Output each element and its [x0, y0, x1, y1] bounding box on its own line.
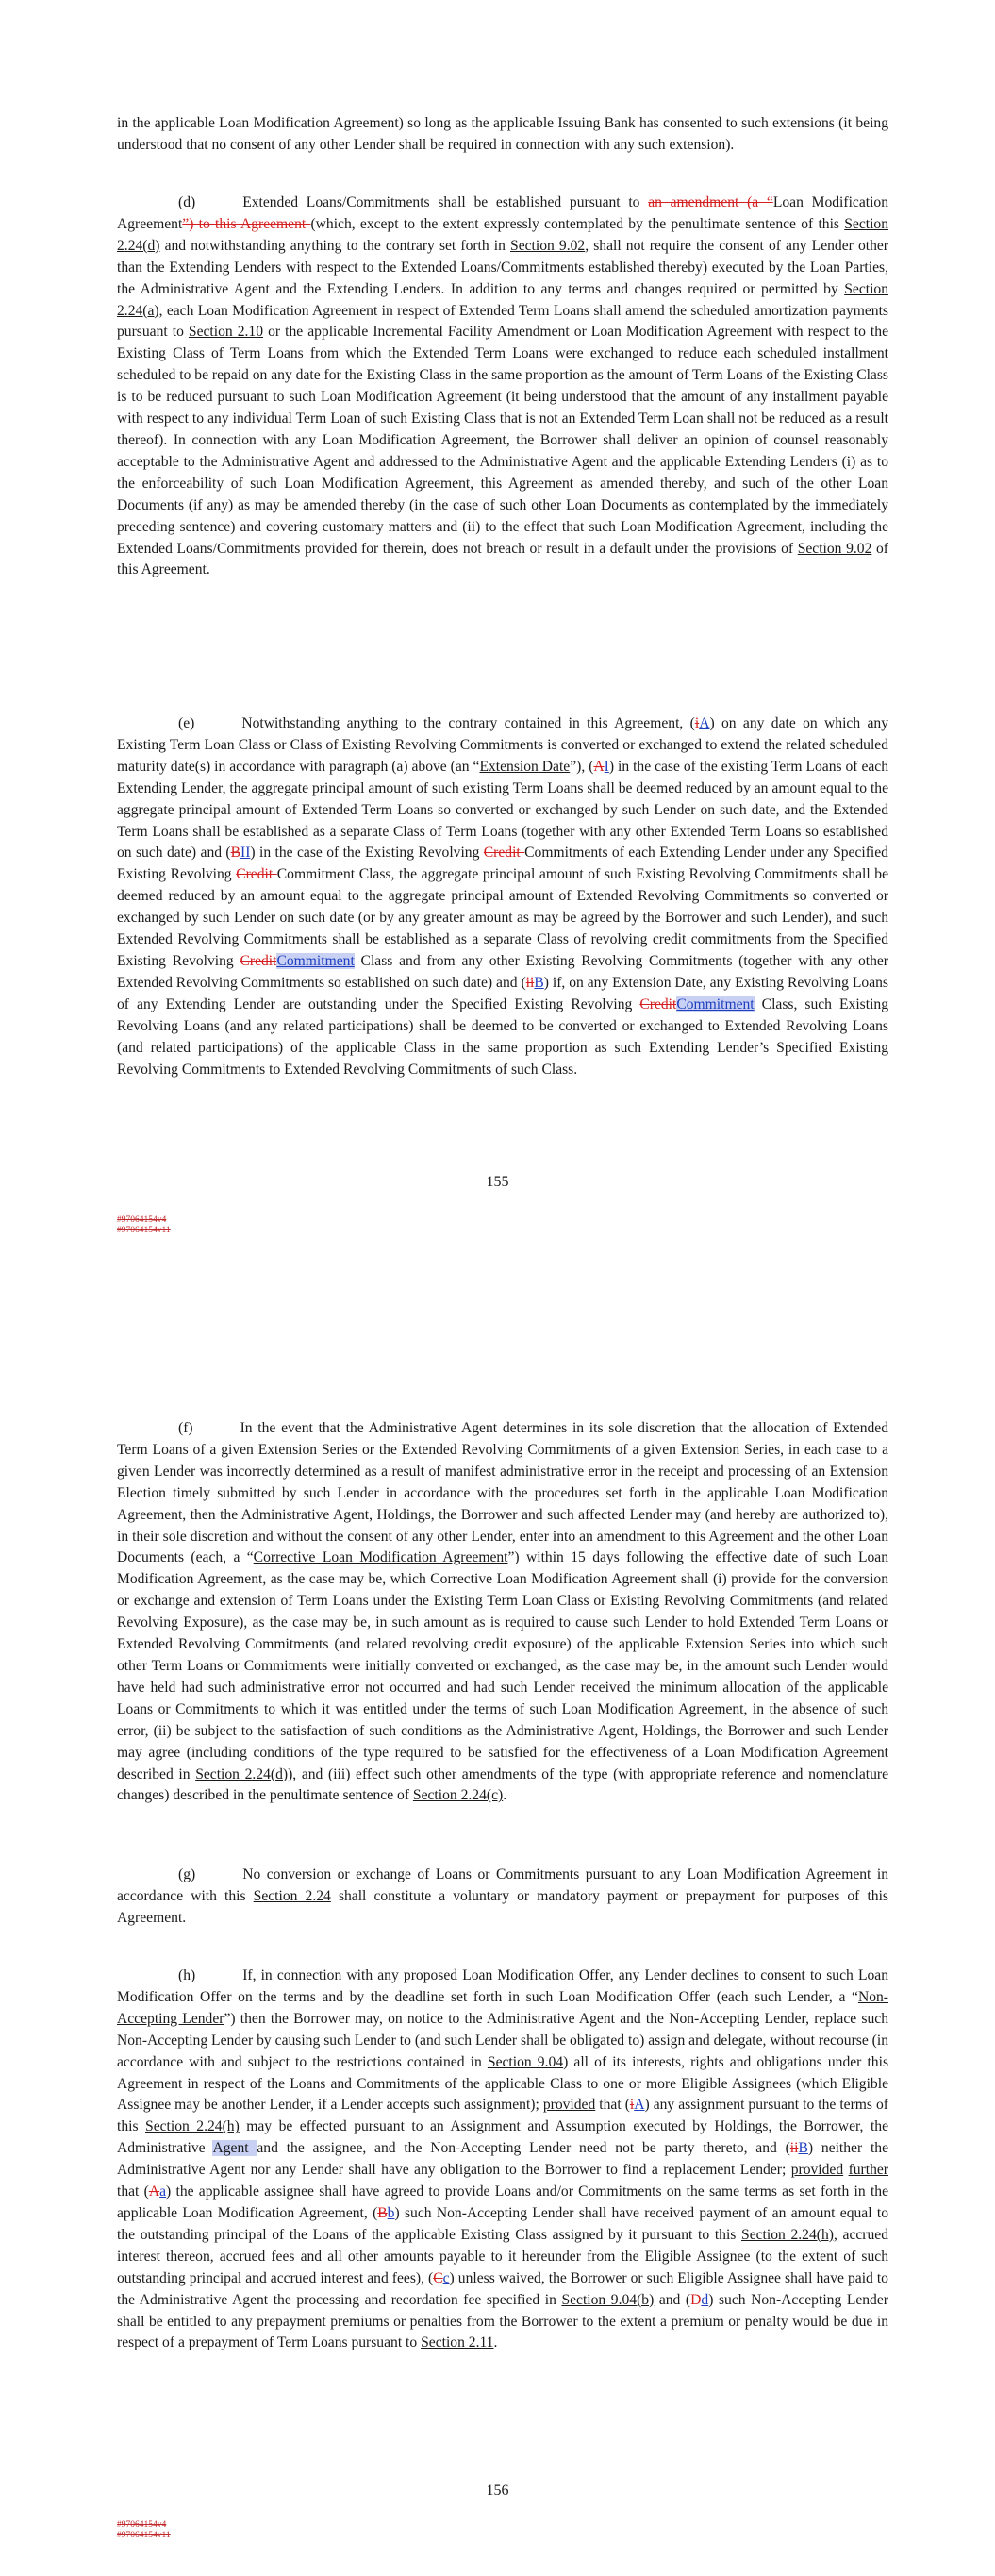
deletion: A — [593, 758, 605, 775]
insertion: a — [159, 2183, 167, 2200]
section-reference: Section 9.04 — [487, 2053, 564, 2070]
clause-label: (f) — [178, 1420, 193, 1436]
paragraph-g: (g) No conversion or exchange of Loans or Commitments pursuant to any Loan Modification Agreement in accordance with this Section 2.24 shall constitute a voluntary or mandatory payment or prepayment for purposes of this Agreement. — [117, 1866, 889, 1926]
deletion: i — [694, 715, 700, 731]
section-reference: Section 2.24(d) — [117, 215, 889, 254]
deletion: Credit — [483, 845, 525, 861]
deletion: D — [690, 2291, 702, 2308]
page-number: 155 — [486, 1174, 509, 1190]
clause-label: (e) — [178, 715, 195, 731]
page-number: 156 — [486, 2483, 509, 2499]
section-reference: Section 2.24(a) — [117, 280, 888, 319]
paragraph-d: (d) Extended Loans/Commitments shall be established pursuant to an amendment (a “Loan Modification Agreement”) to this Agreement (which, except to the extent expressly contemplated by the penultimate sentence of this Section 2.24(d) and notwithstanding anything to the contrary set forth in Section 9.02, shall not require the consent of any Lender other than the Extending Lenders with respect to the Extended Loans/Commitments established thereby) executed by the Loan Parties, the Administrative Agent and the Extending Lenders. In addition to any terms and changes required or permitted by Section 2.24(a), each Loan Modification Agreement in respect of Extended Term Loans shall amend the scheduled amortization payments pursuant to Section 2.10 or the applicable Incremental Facility Amendment or Loan Modification Agreement with respect to the Existing Class of Term Loans from which the Extended Term Loans were exchanged to reduce each scheduled installment scheduled to be repaid on any date for the Existing Class in the same proportion as the amount of Term Loans of the Existing Class is to be reduced pursuant to such Loan Modification Agreement (it being understood that the amount of any installment payable with respect to any individual Term Loan of such Existing Class that is not an Extended Term Loan shall not be reduced as a result thereof). In connection with any Loan Modification Agreement, the Borrower shall deliver an opinion of counsel reasonably acceptable to the Administrative Agent and addressed to the Administrative Agent and the applicable Extending Lenders (i) as to the enforceability of such Loan Modification Agreement, this Agreement as amended thereby, and such of the other Loan Documents (if any) as may be amended thereby (in the case of such other Loan Documents as contemplated by the immediately preceding sentence) and covering customary matters and (ii) to the effect that such Loan Modification Agreement, including the Extended Loans/Commitments provided for therein, does not breach or result in a default under the provisions of Section 9.02 of this Agreement. — [117, 194, 889, 578]
deletion: ii — [789, 2140, 799, 2157]
highlighted-text: Agent — [212, 2140, 257, 2157]
section-reference: Section 9.02 — [510, 237, 586, 254]
deletion: Credit — [236, 866, 277, 883]
deletion: Credit — [240, 952, 277, 969]
section-reference: Section 2.10 — [188, 324, 264, 341]
doc-id-footer: #97064154v4 — [117, 1215, 167, 1225]
keyword: further — [848, 2162, 888, 2179]
paragraph-e: (e) Notwithstanding anything to the contrary contained in this Agreement, (iA) on any date on which any Existing Term Loan Class or Class of Existing Revolving Commitments is converted or exchanged to extend the related scheduled maturity date(s) in accordance with paragraph (a) above (an “Extension Date”), (AI) in the case of the existing Term Loans of each Extending Lender, the aggregate principal amount of such existing Term Loans shall be deemed reduced by an amount equal to the aggregate principal amount of Extended Term Loans so converted or exchanged by such Lender on such date, and the Extended Term Loans shall be established as a separate Class of Term Loans (together with any other Extended Term Loans so established on such date) and (BII) in the case of the Existing Revolving Credit Commitments of each Extending Lender under any Specified Existing Revolving Credit Commitment Class, the aggregate principal amount of such Existing Revolving Commitments shall be deemed reduced by an amount equal to the aggregate principal amount of Extended Revolving Commitments so converted or exchanged by such Lender on such date (or by any greater amount as may be agreed by the Borrower and such Lender), and such Extended Revolving Commitments shall be established as a separate Class of revolving credit commitments from the Specified Existing Revolving CreditCommitment Class and from any other Existing Revolving Commitments (together with any other Extended Revolving Commitments so established on such date) and (iiB) if, on any Extension Date, any Existing Revolving Loans of any Extending Lender are outstanding under the Specified Existing Revolving CreditCommitment Class, such Existing Revolving Loans (and any related participations) shall be deemed to be converted or exchanged to Extended Revolving Loans (and related participations) of the applicable Class in the same proportion as such Extending Lender’s Specified Existing Revolving Commitments to Extended Revolving Commitments of such Class. — [117, 715, 889, 1078]
section-reference: Section 2.24(d) — [195, 1765, 289, 1782]
deletion: an amendment (a “ — [648, 194, 773, 210]
section-reference: Section 9.02 — [797, 540, 872, 557]
paragraph-h: (h) If, in connection with any proposed Loan Modification Offer, any Lender declines to consent to such Loan Modification Offer on the terms and by the deadline set forth in such Loan Modification Offer (each such Lender, a “Non-Accepting Lender”) then the Borrower may, on notice to the Administrative Agent and the Non-Accepting Lender, replace such Non-Accepting Lender by causing such Lender to (and such Lender shall be obligated to) assign and delegate, without recourse (in accordance with and subject to the restrictions contained in Section 9.04) all of its interests, rights and obligations under this Agreement in respect of the Loans and Commitments of the applicable Class to one or more Eligible Assignees (which Eligible Assignee may be another Lender, if a Lender accepts such assignment); provided that (iA) any assignment pursuant to the terms of this Section 2.24(h) may be effected pursuant to an Assignment and Assumption executed by Holdings, the Borrower, the Administrative Agent and the assignee, and the Non-Accepting Lender need not be party thereto, and (iiB) neither the Administrative Agent nor any Lender shall have any obligation to the Borrower to find a replacement Lender; provided further that (Aa) the applicable assignee shall have agreed to provide Loans and/or Commitments on the same terms as set forth in the applicable Loan Modification Agreement, (Bb) such Non-Accepting Lender shall have received payment of an amount equal to the outstanding principal of the Loans of the applicable Existing Class assigned by it pursuant to this Section 2.24(h), accrued interest thereon, accrued fees and all other amounts payable to it hereunder from the Eligible Assignee (to the extent of such outstanding principal and accrued interest and fees), (Cc) unless waived, the Borrower or such Eligible Assignee shall have paid to the Administrative Agent the processing and recordation fee specified in Section 9.04(b) and (Dd) such Non-Accepting Lender shall be entitled to any prepayment premiums or penalties from the Borrower to the extent a premium or penalty would be due in respect of a prepayment of Term Loans pursuant to Section 2.11. — [117, 1967, 889, 2351]
insertion: B — [534, 974, 544, 991]
defined-term: Extension Date — [479, 758, 571, 775]
defined-term: Non-Accepting Lender — [117, 1988, 888, 2027]
keyword: provided — [790, 2162, 844, 2179]
deletion: i — [629, 2097, 635, 2114]
doc-id-footer: #97064154v11 — [117, 1226, 171, 1235]
section-reference: Section 2.24(h) — [741, 2226, 834, 2243]
section-reference: Section 2.24 — [253, 1887, 331, 1904]
defined-term: Corrective Loan Modification Agreement — [253, 1549, 508, 1566]
paragraph-continuation: in the applicable Loan Modification Agreement) so long as the applicable Issuing Bank has consented to such extensions (it being understood that no consent of any other Lender shall be required in connection with any such extension). — [117, 115, 888, 153]
section-reference: Section 9.04(b) — [561, 2291, 655, 2308]
keyword: provided — [542, 2097, 596, 2114]
doc-id-footer: #97064154v4 — [117, 2520, 167, 2530]
section-reference: Section 2.24(h) — [145, 2118, 240, 2135]
insertion: c — [442, 2269, 450, 2286]
deletion: B — [230, 845, 241, 861]
doc-id-footer: #97064154v11 — [117, 2531, 171, 2540]
insertion: B — [798, 2140, 808, 2157]
insertion: I — [604, 758, 609, 775]
deletion: A — [148, 2183, 160, 2200]
insertion: II — [240, 845, 251, 861]
deletion: ”) to this Agreement — [182, 215, 311, 232]
clause-label: (d) — [178, 194, 196, 210]
insertion: d — [701, 2291, 709, 2308]
deletion: C — [433, 2269, 443, 2286]
deletion: B — [377, 2204, 388, 2221]
clause-label: (h) — [178, 1967, 196, 1983]
insertion-highlighted: Commitment — [676, 995, 755, 1012]
section-reference: Section 2.24(c) — [412, 1787, 504, 1804]
insertion: A — [634, 2097, 645, 2114]
section-reference: Section 2.11 — [421, 2334, 494, 2351]
insertion: A — [699, 715, 710, 731]
paragraph-f: (f) In the event that the Administrative Agent determines in its sole discretion that the allocation of Extended Term Loans of a given Extension Series or the Extended Revolving Commitments of a given Extension Series, in each case to a given Lender was incorrectly determined as a result of manifest administrative error in the receipt and processing of an Extension Election timely submitted by such Lender in accordance with the procedures set forth in the applicable Loan Modification Agreement, then the Administrative Agent, Holdings, the Borrower and such affected Lender may (and hereby are authorized to), in their sole discretion and without the consent of any other Lender, enter into an amendment to this Agreement and the other Loan Documents (each, a “Corrective Loan Modification Agreement”) within 15 days following the effective date of such Loan Modification Agreement, as the case may be, which Corrective Loan Modification Agreement shall (i) provide for the conversion or exchange and extension of Term Loans under the Existing Term Loan Class or Existing Revolving Commitments (and related Revolving Exposure), as the case may be, in such amount as is required to cause such Lender to hold Extended Term Loans or Extended Revolving Commitments (and related revolving credit exposure) of the applicable Extension Series into which such other Term Loans or Commitments were initially converted or exchanged, as the case may be, in the amount such Lender would have held had such administrative error not occurred and had such Lender received the minimum allocation of the applicable Loans or Commitments to which it was entitled under the terms of such Loan Modification Agreement, in the absence of such error, (ii) be subject to the satisfaction of such conditions as the Administrative Agent, Holdings, the Borrower and such Lender may agree (including conditions of the type required to be satisfied for the effectiveness of a Loan Modification Agreement described in Section 2.24(d)), and (iii) effect such other amendments of the type (with appropriate reference and nomenclature changes) described in the penultimate sentence of Section 2.24(c). — [117, 1420, 888, 1804]
insertion-highlighted: Commitment — [276, 952, 355, 969]
page-156 — [0, 1288, 995, 2576]
deletion: ii — [525, 974, 535, 991]
deletion: Credit — [639, 995, 677, 1012]
insertion: b — [387, 2204, 395, 2221]
clause-label: (g) — [178, 1866, 196, 1882]
